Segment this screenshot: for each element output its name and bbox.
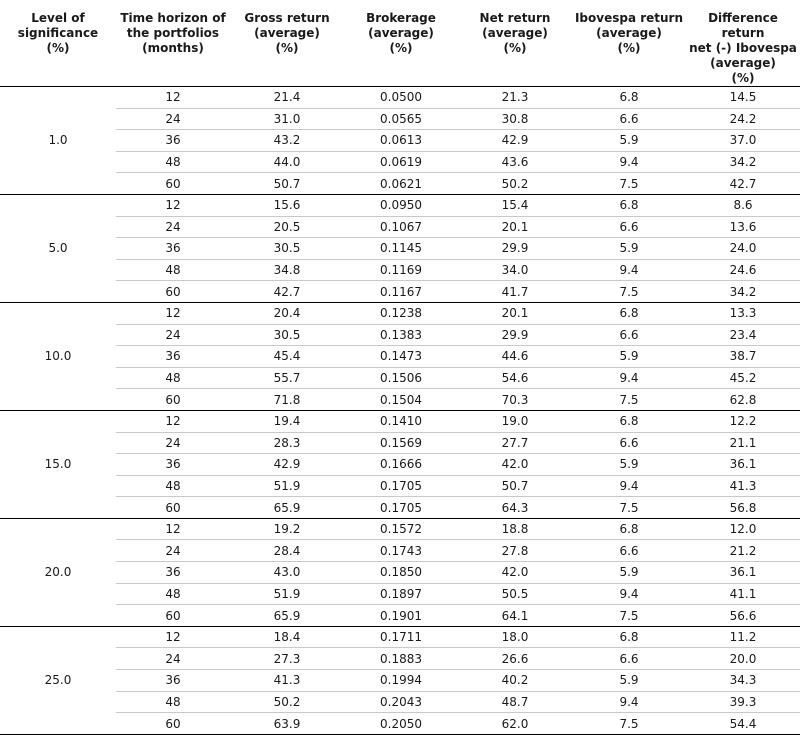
header-line: (%) [389,41,413,55]
cell-net-return: 19.0 [458,410,572,432]
cell-ibovespa-return: 6.8 [572,626,686,648]
cell-brokerage: 0.1711 [344,626,458,648]
cell-brokerage: 0.1238 [344,302,458,324]
cell-difference-return: 12.2 [686,410,800,432]
cell-brokerage: 0.0613 [344,130,458,152]
cell-time-horizon: 24 [116,432,230,454]
cell-ibovespa-return: 6.6 [572,108,686,130]
header-line: (average) [710,56,776,70]
cell-brokerage: 0.1666 [344,454,458,476]
table-header [0,0,800,87]
cell-time-horizon: 60 [116,713,230,735]
cell-brokerage: 0.2050 [344,713,458,735]
table-row [0,670,800,692]
header-line: (%) [46,41,70,55]
cell-ibovespa-return: 9.4 [572,583,686,605]
cell-gross-return: 30.5 [230,324,344,346]
header-line: (average) [596,26,662,40]
cell-difference-return: 41.3 [686,475,800,497]
cell-net-return: 43.6 [458,151,572,173]
cell-ibovespa-return: 5.9 [572,346,686,368]
cell-ibovespa-return: 7.5 [572,173,686,195]
cell-difference-return: 24.0 [686,238,800,260]
cell-gross-return: 50.2 [230,691,344,713]
header-gross-return [230,0,344,87]
header-net-return [458,0,572,87]
table-row [0,346,800,368]
header-line: Level of [31,11,85,25]
cell-time-horizon: 12 [116,87,230,109]
cell-difference-return: 34.2 [686,151,800,173]
cell-level-of-significance: 5.0 [0,194,116,302]
cell-ibovespa-return: 5.9 [572,238,686,260]
cell-ibovespa-return: 5.9 [572,562,686,584]
cell-gross-return: 45.4 [230,346,344,368]
cell-brokerage: 0.1167 [344,281,458,303]
cell-difference-return: 8.6 [686,194,800,216]
cell-brokerage: 0.1705 [344,497,458,519]
cell-time-horizon: 12 [116,410,230,432]
cell-time-horizon: 48 [116,583,230,605]
cell-ibovespa-return: 6.8 [572,518,686,540]
cell-gross-return: 15.6 [230,194,344,216]
cell-gross-return: 19.2 [230,518,344,540]
cell-gross-return: 50.7 [230,173,344,195]
table-row [0,151,800,173]
cell-difference-return: 38.7 [686,346,800,368]
cell-brokerage: 0.1145 [344,238,458,260]
header-line: Brokerage [366,11,436,25]
cell-net-return: 50.7 [458,475,572,497]
cell-gross-return: 28.3 [230,432,344,454]
table-row [0,87,800,109]
header-level-of-significance [0,0,116,87]
cell-gross-return: 55.7 [230,367,344,389]
table-row [0,367,800,389]
cell-net-return: 48.7 [458,691,572,713]
cell-time-horizon: 12 [116,518,230,540]
cell-net-return: 40.2 [458,670,572,692]
cell-difference-return: 39.3 [686,691,800,713]
cell-brokerage: 0.1169 [344,259,458,281]
cell-ibovespa-return: 6.6 [572,216,686,238]
header-line: (average) [368,26,434,40]
cell-time-horizon: 36 [116,346,230,368]
cell-net-return: 44.6 [458,346,572,368]
cell-net-return: 21.3 [458,87,572,109]
cell-net-return: 54.6 [458,367,572,389]
table-body [0,87,800,735]
cell-level-of-significance: 25.0 [0,626,116,734]
cell-difference-return: 11.2 [686,626,800,648]
cell-net-return: 42.9 [458,130,572,152]
cell-net-return: 42.0 [458,454,572,476]
cell-time-horizon: 60 [116,605,230,627]
cell-gross-return: 21.4 [230,87,344,109]
header-time-horizon [116,0,230,87]
table-row [0,238,800,260]
cell-gross-return: 43.2 [230,130,344,152]
cell-net-return: 20.1 [458,216,572,238]
cell-ibovespa-return: 6.8 [572,410,686,432]
cell-difference-return: 24.6 [686,259,800,281]
cell-level-of-significance: 20.0 [0,518,116,626]
table-row [0,432,800,454]
cell-difference-return: 42.7 [686,173,800,195]
table-row [0,194,800,216]
cell-brokerage: 0.1901 [344,605,458,627]
cell-net-return: 64.1 [458,605,572,627]
table-row [0,540,800,562]
table-row [0,562,800,584]
cell-gross-return: 18.4 [230,626,344,648]
cell-net-return: 18.8 [458,518,572,540]
header-line: (average) [254,26,320,40]
cell-gross-return: 19.4 [230,410,344,432]
cell-time-horizon: 36 [116,238,230,260]
cell-difference-return: 14.5 [686,87,800,109]
table-row [0,648,800,670]
cell-ibovespa-return: 9.4 [572,367,686,389]
cell-time-horizon: 60 [116,281,230,303]
cell-net-return: 50.2 [458,173,572,195]
header-line: Net return [479,11,551,25]
header-line: (average) [482,26,548,40]
cell-net-return: 34.0 [458,259,572,281]
cell-gross-return: 51.9 [230,583,344,605]
cell-gross-return: 44.0 [230,151,344,173]
header-line: net (-) Ibovespa [689,41,797,55]
cell-net-return: 50.5 [458,583,572,605]
header-line: (%) [731,71,755,85]
table-row [0,130,800,152]
cell-ibovespa-return: 7.5 [572,497,686,519]
header-line: Gross return [244,11,330,25]
cell-gross-return: 63.9 [230,713,344,735]
cell-gross-return: 20.4 [230,302,344,324]
cell-difference-return: 56.6 [686,605,800,627]
cell-brokerage: 0.1743 [344,540,458,562]
table-row [0,454,800,476]
cell-time-horizon: 36 [116,130,230,152]
cell-difference-return: 20.0 [686,648,800,670]
cell-ibovespa-return: 7.5 [572,713,686,735]
cell-ibovespa-return: 9.4 [572,259,686,281]
cell-ibovespa-return: 5.9 [572,130,686,152]
cell-difference-return: 21.1 [686,432,800,454]
cell-net-return: 26.6 [458,648,572,670]
cell-ibovespa-return: 9.4 [572,475,686,497]
cell-brokerage: 0.0621 [344,173,458,195]
cell-net-return: 29.9 [458,324,572,346]
cell-time-horizon: 24 [116,540,230,562]
cell-net-return: 15.4 [458,194,572,216]
table-row [0,259,800,281]
table-row [0,626,800,648]
cell-time-horizon: 48 [116,151,230,173]
table-row [0,108,800,130]
cell-ibovespa-return: 6.6 [572,648,686,670]
header-brokerage [344,0,458,87]
cell-ibovespa-return: 5.9 [572,670,686,692]
cell-time-horizon: 60 [116,173,230,195]
cell-brokerage: 0.1883 [344,648,458,670]
cell-difference-return: 36.1 [686,454,800,476]
cell-gross-return: 30.5 [230,238,344,260]
header-line: (%) [275,41,299,55]
header-line: significance [17,26,99,40]
cell-brokerage: 0.0500 [344,87,458,109]
cell-difference-return: 13.3 [686,302,800,324]
cell-brokerage: 0.1067 [344,216,458,238]
header-line: Time horizon of [120,11,226,25]
cell-difference-return: 41.1 [686,583,800,605]
cell-difference-return: 36.1 [686,562,800,584]
cell-gross-return: 41.3 [230,670,344,692]
cell-gross-return: 42.9 [230,454,344,476]
cell-difference-return: 24.2 [686,108,800,130]
cell-difference-return: 12.0 [686,518,800,540]
cell-difference-return: 34.3 [686,670,800,692]
table-row [0,691,800,713]
cell-net-return: 20.1 [458,302,572,324]
table-row [0,216,800,238]
cell-brokerage: 0.1994 [344,670,458,692]
table-row [0,475,800,497]
cell-ibovespa-return: 7.5 [572,605,686,627]
table-row [0,281,800,303]
cell-time-horizon: 12 [116,626,230,648]
cell-ibovespa-return: 6.6 [572,324,686,346]
cell-brokerage: 0.1506 [344,367,458,389]
table-row [0,518,800,540]
header-line: (%) [503,41,527,55]
cell-brokerage: 0.1504 [344,389,458,411]
cell-brokerage: 0.1572 [344,518,458,540]
cell-time-horizon: 48 [116,691,230,713]
cell-difference-return: 56.8 [686,497,800,519]
header-ibovespa-return [572,0,686,87]
cell-difference-return: 21.2 [686,540,800,562]
cell-ibovespa-return: 6.6 [572,432,686,454]
cell-brokerage: 0.1705 [344,475,458,497]
cell-gross-return: 27.3 [230,648,344,670]
table-row [0,173,800,195]
table-row [0,583,800,605]
cell-gross-return: 65.9 [230,497,344,519]
cell-level-of-significance: 10.0 [0,302,116,410]
cell-time-horizon: 12 [116,302,230,324]
cell-difference-return: 62.8 [686,389,800,411]
cell-brokerage: 0.1473 [344,346,458,368]
cell-gross-return: 65.9 [230,605,344,627]
cell-ibovespa-return: 7.5 [572,281,686,303]
cell-ibovespa-return: 5.9 [572,454,686,476]
cell-time-horizon: 60 [116,389,230,411]
cell-level-of-significance: 15.0 [0,410,116,518]
cell-ibovespa-return: 6.6 [572,540,686,562]
cell-net-return: 29.9 [458,238,572,260]
cell-time-horizon: 36 [116,562,230,584]
header-line: (months) [142,41,204,55]
cell-time-horizon: 24 [116,648,230,670]
cell-level-of-significance: 1.0 [0,87,116,195]
cell-time-horizon: 24 [116,108,230,130]
cell-time-horizon: 60 [116,497,230,519]
cell-gross-return: 28.4 [230,540,344,562]
cell-net-return: 70.3 [458,389,572,411]
header-line: Ibovespa return [574,11,684,25]
cell-gross-return: 31.0 [230,108,344,130]
header-line: Difference return [708,11,778,40]
cell-net-return: 27.8 [458,540,572,562]
cell-time-horizon: 36 [116,454,230,476]
table-row [0,713,800,735]
cell-net-return: 64.3 [458,497,572,519]
cell-net-return: 30.8 [458,108,572,130]
cell-time-horizon: 48 [116,259,230,281]
cell-time-horizon: 48 [116,475,230,497]
table-row [0,324,800,346]
cell-brokerage: 0.0565 [344,108,458,130]
table-row [0,389,800,411]
cell-time-horizon: 48 [116,367,230,389]
cell-difference-return: 13.6 [686,216,800,238]
cell-brokerage: 0.1410 [344,410,458,432]
cell-ibovespa-return: 9.4 [572,691,686,713]
table-row [0,497,800,519]
cell-net-return: 62.0 [458,713,572,735]
header-line: the portfolios [126,26,220,40]
table-row [0,302,800,324]
cell-ibovespa-return: 9.4 [572,151,686,173]
header-line: (%) [617,41,641,55]
cell-brokerage: 0.1569 [344,432,458,454]
cell-time-horizon: 24 [116,216,230,238]
cell-difference-return: 23.4 [686,324,800,346]
cell-net-return: 41.7 [458,281,572,303]
cell-brokerage: 0.1897 [344,583,458,605]
cell-time-horizon: 24 [116,324,230,346]
cell-difference-return: 45.2 [686,367,800,389]
cell-gross-return: 20.5 [230,216,344,238]
table-row [0,605,800,627]
cell-gross-return: 42.7 [230,281,344,303]
cell-brokerage: 0.0619 [344,151,458,173]
header-row [0,0,800,87]
table-row [0,410,800,432]
cell-gross-return: 34.8 [230,259,344,281]
cell-time-horizon: 36 [116,670,230,692]
cell-difference-return: 34.2 [686,281,800,303]
cell-gross-return: 71.8 [230,389,344,411]
cell-net-return: 42.0 [458,562,572,584]
cell-ibovespa-return: 6.8 [572,302,686,324]
cell-brokerage: 0.2043 [344,691,458,713]
cell-net-return: 27.7 [458,432,572,454]
cell-time-horizon: 12 [116,194,230,216]
cell-gross-return: 43.0 [230,562,344,584]
cell-ibovespa-return: 6.8 [572,87,686,109]
cell-brokerage: 0.1850 [344,562,458,584]
cell-ibovespa-return: 7.5 [572,389,686,411]
cell-brokerage: 0.0950 [344,194,458,216]
cell-difference-return: 54.4 [686,713,800,735]
cell-gross-return: 51.9 [230,475,344,497]
cell-difference-return: 37.0 [686,130,800,152]
header-difference-return [686,0,800,87]
cell-brokerage: 0.1383 [344,324,458,346]
cell-ibovespa-return: 6.8 [572,194,686,216]
cell-net-return: 18.0 [458,626,572,648]
